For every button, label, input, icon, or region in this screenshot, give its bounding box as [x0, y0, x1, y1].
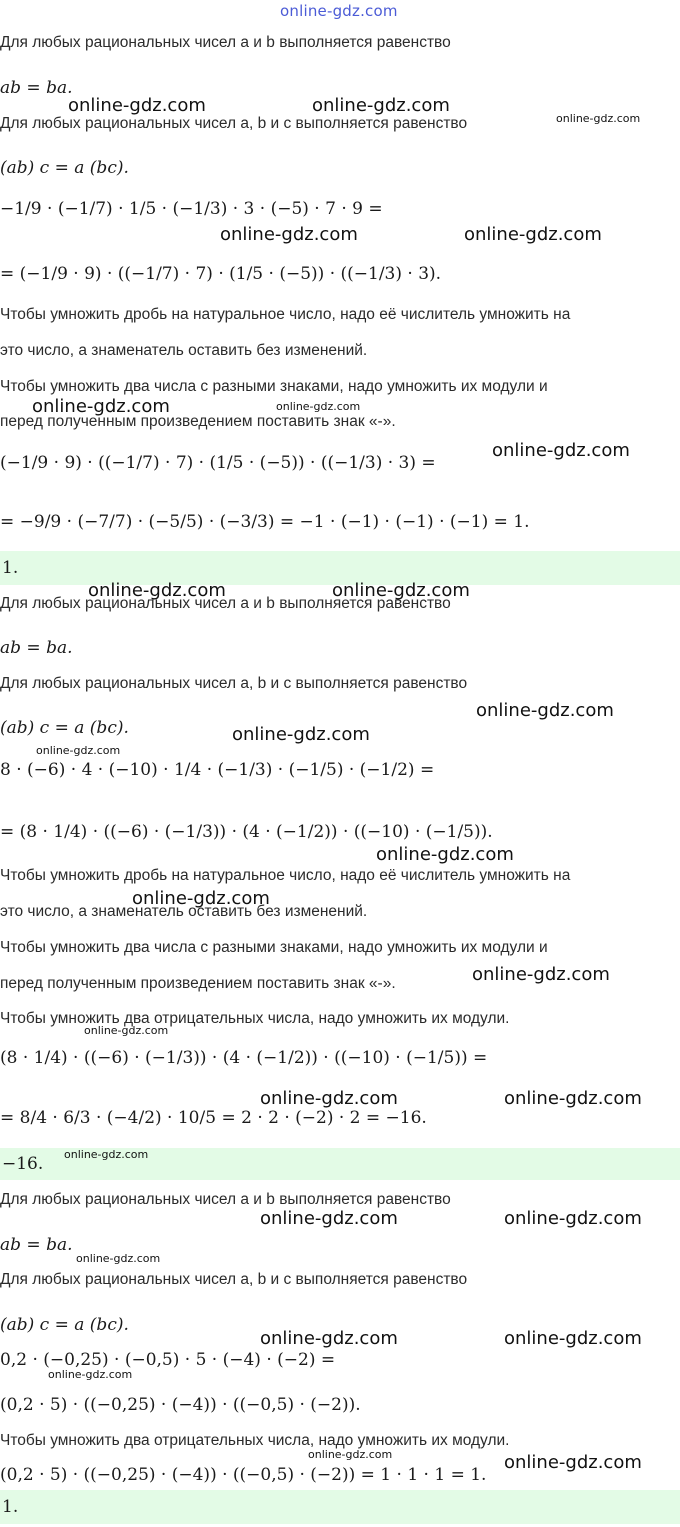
rule-commutative: Для любых рациональных чисел a и b выполняется равенство	[0, 1191, 451, 1208]
expression-line: = −9/9 · (−7/7) · (−5/5) · (−3/3) = −1 · (−1) · (−1) · (−1) = 1.	[0, 512, 530, 532]
rule-two-negatives: Чтобы умножить два отрицательных числа, надо умножить их модули.	[0, 1432, 510, 1449]
watermark: online-gdz.com	[476, 700, 614, 721]
rule-different-signs: Чтобы умножить два числа с разными знаками, надо умножить их модули и	[0, 378, 548, 395]
expression-line: = 8/4 · 6/3 · (−4/2) · 10/5 = 2 · 2 · (−2) · 2 = −16.	[0, 1108, 427, 1128]
watermark: online-gdz.com	[76, 1252, 161, 1265]
watermark: online-gdz.com	[308, 1448, 393, 1461]
rule-two-negatives: Чтобы умножить два отрицательных числа, надо умножить их модули.	[0, 1010, 510, 1027]
watermark: online-gdz.com	[276, 400, 361, 413]
watermark: online-gdz.com	[492, 440, 630, 461]
rule-fraction-cont: это число, а знаменатель оставить без изменений.	[0, 342, 368, 359]
watermark: online-gdz.com	[132, 888, 270, 909]
watermark: online-gdz.com	[312, 95, 450, 116]
rule-fraction: Чтобы умножить дробь на натуральное число, надо её числитель умножить на	[0, 867, 571, 884]
watermark: online-gdz.com	[232, 724, 370, 745]
watermark: online-gdz.com	[504, 1328, 642, 1349]
rule-different-signs-cont: перед полученным произведением поставить знак «-».	[0, 413, 396, 430]
formula-associative: (ab) c = a (bc).	[0, 158, 129, 178]
watermark: online-gdz.com	[48, 1368, 133, 1381]
header-watermark: online-gdz.com	[280, 2, 398, 20]
watermark: online-gdz.com	[504, 1088, 642, 1109]
expression-line: (0,2 · 5) · ((−0,25) · (−4)) · ((−0,5) · (−2)).	[0, 1395, 361, 1415]
answer-box: 1.	[0, 1490, 680, 1524]
watermark: online-gdz.com	[260, 1208, 398, 1229]
expression-line: = (8 · 1/4) · ((−6) · (−1/3)) · (4 · (−1/2)) · ((−10) · (−1/5)).	[0, 822, 493, 842]
watermark: online-gdz.com	[260, 1328, 398, 1349]
expression-line: (0,2 · 5) · ((−0,25) · (−4)) · ((−0,5) · (−2)) = 1 · 1 · 1 = 1.	[0, 1465, 487, 1485]
rule-commutative: Для любых рациональных чисел a и b выполняется равенство	[0, 595, 451, 612]
expression-line: 8 · (−6) · 4 · (−10) · 1/4 · (−1/3) · (−1/5) · (−1/2) =	[0, 760, 435, 780]
watermark: online-gdz.com	[332, 580, 470, 601]
watermark: online-gdz.com	[88, 580, 226, 601]
expression-line: (−1/9 · 9) · ((−1/7) · 7) · (1/5 · (−5)) · ((−1/3) · 3) =	[0, 453, 436, 473]
rule-commutative: Для любых рациональных чисел a и b выполняется равенство	[0, 34, 451, 51]
formula-associative: (ab) c = a (bc).	[0, 1315, 129, 1335]
watermark: online-gdz.com	[68, 95, 206, 116]
watermark: online-gdz.com	[472, 964, 610, 985]
watermark: online-gdz.com	[260, 1088, 398, 1109]
watermark: online-gdz.com	[220, 224, 358, 245]
watermark: online-gdz.com	[504, 1208, 642, 1229]
rule-associative: Для любых рациональных чисел a, b и c выполняется равенство	[0, 675, 468, 692]
watermark: online-gdz.com	[84, 1024, 169, 1037]
watermark: online-gdz.com	[556, 112, 641, 125]
watermark: online-gdz.com	[464, 224, 602, 245]
answer-box: 1.	[0, 551, 680, 585]
watermark: online-gdz.com	[376, 844, 514, 865]
rule-different-signs-cont: перед полученным произведением поставить знак «-».	[0, 975, 396, 992]
watermark: online-gdz.com	[36, 744, 121, 757]
watermark: online-gdz.com	[64, 1148, 149, 1161]
rule-fraction: Чтобы умножить дробь на натуральное число, надо её числитель умножить на	[0, 306, 571, 323]
expression-line: −1/9 · (−1/7) · 1/5 · (−1/3) · 3 · (−5) · 7 · 9 =	[0, 199, 383, 219]
watermark: online-gdz.com	[32, 396, 170, 417]
expression-line: (8 · 1/4) · ((−6) · (−1/3)) · (4 · (−1/2)) · ((−10) · (−1/5)) =	[0, 1048, 488, 1068]
formula-commutative: ab = ba.	[0, 78, 73, 98]
rule-fraction-cont: это число, а знаменатель оставить без изменений.	[0, 903, 368, 920]
formula-commutative: ab = ba.	[0, 1235, 73, 1255]
answer-box: −16.	[0, 1148, 680, 1180]
rule-associative: Для любых рациональных чисел a, b и c выполняется равенство	[0, 115, 468, 132]
watermark: online-gdz.com	[504, 1452, 642, 1473]
rule-different-signs: Чтобы умножить два числа с разными знаками, надо умножить их модули и	[0, 939, 548, 956]
formula-associative: (ab) c = a (bc).	[0, 718, 129, 738]
rule-associative: Для любых рациональных чисел a, b и c выполняется равенство	[0, 1271, 468, 1288]
expression-line: 0,2 · (−0,25) · (−0,5) · 5 · (−4) · (−2) =	[0, 1350, 336, 1370]
formula-commutative: ab = ba.	[0, 638, 73, 658]
expression-line: = (−1/9 · 9) · ((−1/7) · 7) · (1/5 · (−5)) · ((−1/3) · 3).	[0, 264, 442, 284]
